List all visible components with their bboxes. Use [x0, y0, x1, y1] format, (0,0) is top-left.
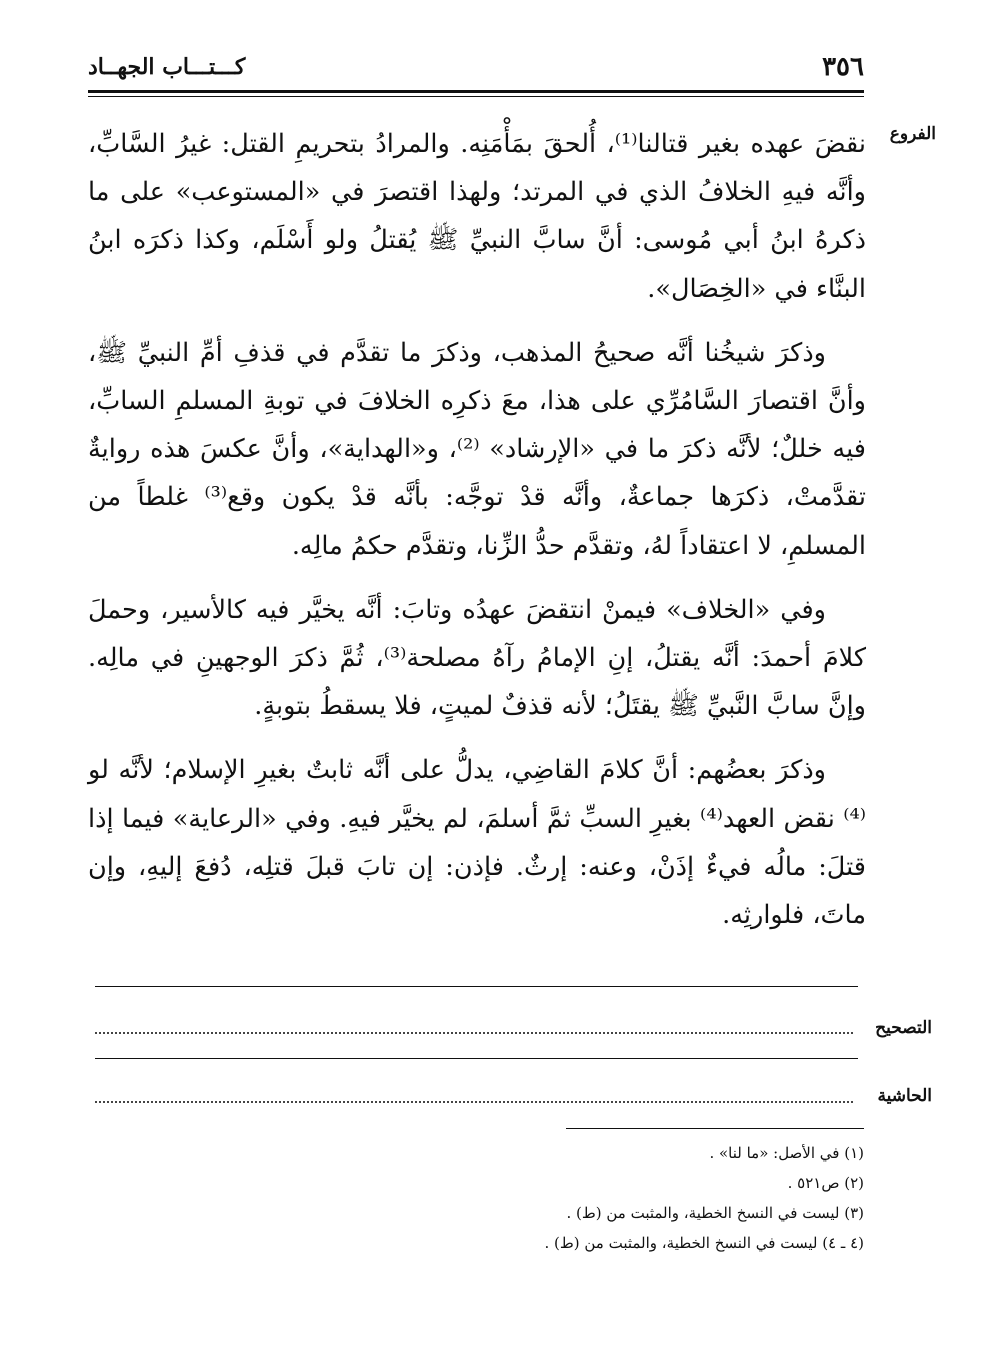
paragraph-1: نقضَ عهده بغير قتالنا⁽¹⁾، أُلحقَ بمَأْمَنِه. والمرادُ بتحريمِ القتل: غيرُ السَّابِّ، وأنَّه فيهِ الخلافُ الذي في المرتد؛ ولهذا اقتصرَ في «المستوعب» على ما ذكرهُ ابنُ أبي مُوسى: أنَّ سابَّ النبيِّ ﷺ يُقتلُ ولو أَسْلَم، وكذا ذكرَه ابنُ البنَّاء في «الخِصَال». — [88, 129, 866, 304]
footnote-rule — [566, 1128, 864, 1129]
margin-label-furu: الفروع — [889, 124, 936, 144]
section-divider-middle — [95, 1058, 858, 1059]
paragraph-3: وفي «الخلاف» فيمنْ انتقضَ عهدُه وتابَ: أنَّه يخيَّر فيه كالأسير، وحملَ كلامَ أحمدَ: أنَّه يقتلُ، إنِ الإمامُ رآهُ مصلحة⁽³⁾، ثُمَّ ذكرَ الوجهينِ في مالِه. وإنَّ سابَّ النَّبيِّ ﷺ يقتَلُ؛ لأنه قذفٌ لميتٍ، فلا يسقطُ بتوبةٍ. — [88, 594, 866, 722]
hashiya-dotted-line — [95, 1101, 853, 1103]
page-number: ٣٥٦ — [822, 52, 864, 82]
tashih-dotted-line — [95, 1032, 853, 1034]
margin-label-hashiya: الحاشية — [877, 1086, 932, 1106]
paragraph-2: وذكرَ شيخُنا أنَّه صحيحُ المذهب، وذكرَ ما تقدَّم في قذفِ أمِّ النبيِّ ﷺ، وأنَّ اقتصارَ السَّامُرِّي على هذا، معَ ذكرِه الخلافَ في توبةِ المسلمِ السابِّ، فيه خللٌ؛ لأنَّه ذكرَ ما في «الإرشاد» ⁽²⁾، و«الهداية»، وأنَّ عكسَ هذه روايةٌ تقدَّمتْ، ذكرَها جماعةٌ، وأنَّه قدْ توجَّه: بأنَّه قدْ يكون وقع⁽³⁾ غلطاً من المسلمِ، لا اعتقاداً لهُ، وتقدَّم حدُّ الزِّنا، وتقدَّم حكمُ مالِه. — [88, 337, 866, 561]
header-rule-thick — [88, 90, 864, 93]
footnote-4: (٤ ـ ٤) ليست في النسخ الخطية، والمثبت من (ط) . — [544, 1234, 864, 1252]
page-header — [88, 52, 864, 86]
footnote-3: (٣) ليست في النسخ الخطية، والمثبت من (ط) . — [566, 1204, 864, 1222]
header-rule-thin — [88, 96, 864, 97]
footnotes — [400, 1138, 864, 1258]
section-divider-top — [95, 986, 858, 987]
footnote-1: (١) في الأصل: «ما لنا» . — [709, 1144, 864, 1162]
main-text — [88, 120, 866, 955]
footnote-2: (٢) ص٥٢١ . — [787, 1174, 864, 1192]
paragraph-4: وذكرَ بعضُهم: أنَّ كلامَ القاضِي، يدلُّ على أنَّه ثابتٌ بغيرِ الإسلام؛ لأنَّه لو ⁽⁴⁾ نقض العهد⁽⁴⁾ بغيرِ السبِّ ثمَّ أسلمَ، لم يخيَّر فيهِ. وفي «الرعاية» فيما إذا قتلَ: مالُه فيءٌ إذَنْ، وعنه: إرثٌ. فإذن: إن تابَ قبلَ قتلِه، دُفعَ إليهِ، وإن ماتَ، فلوارثِه. — [88, 755, 866, 931]
margin-label-tashih: التصحيح — [875, 1018, 932, 1038]
running-title: كـــتـــاب الجهــاد — [88, 54, 246, 80]
